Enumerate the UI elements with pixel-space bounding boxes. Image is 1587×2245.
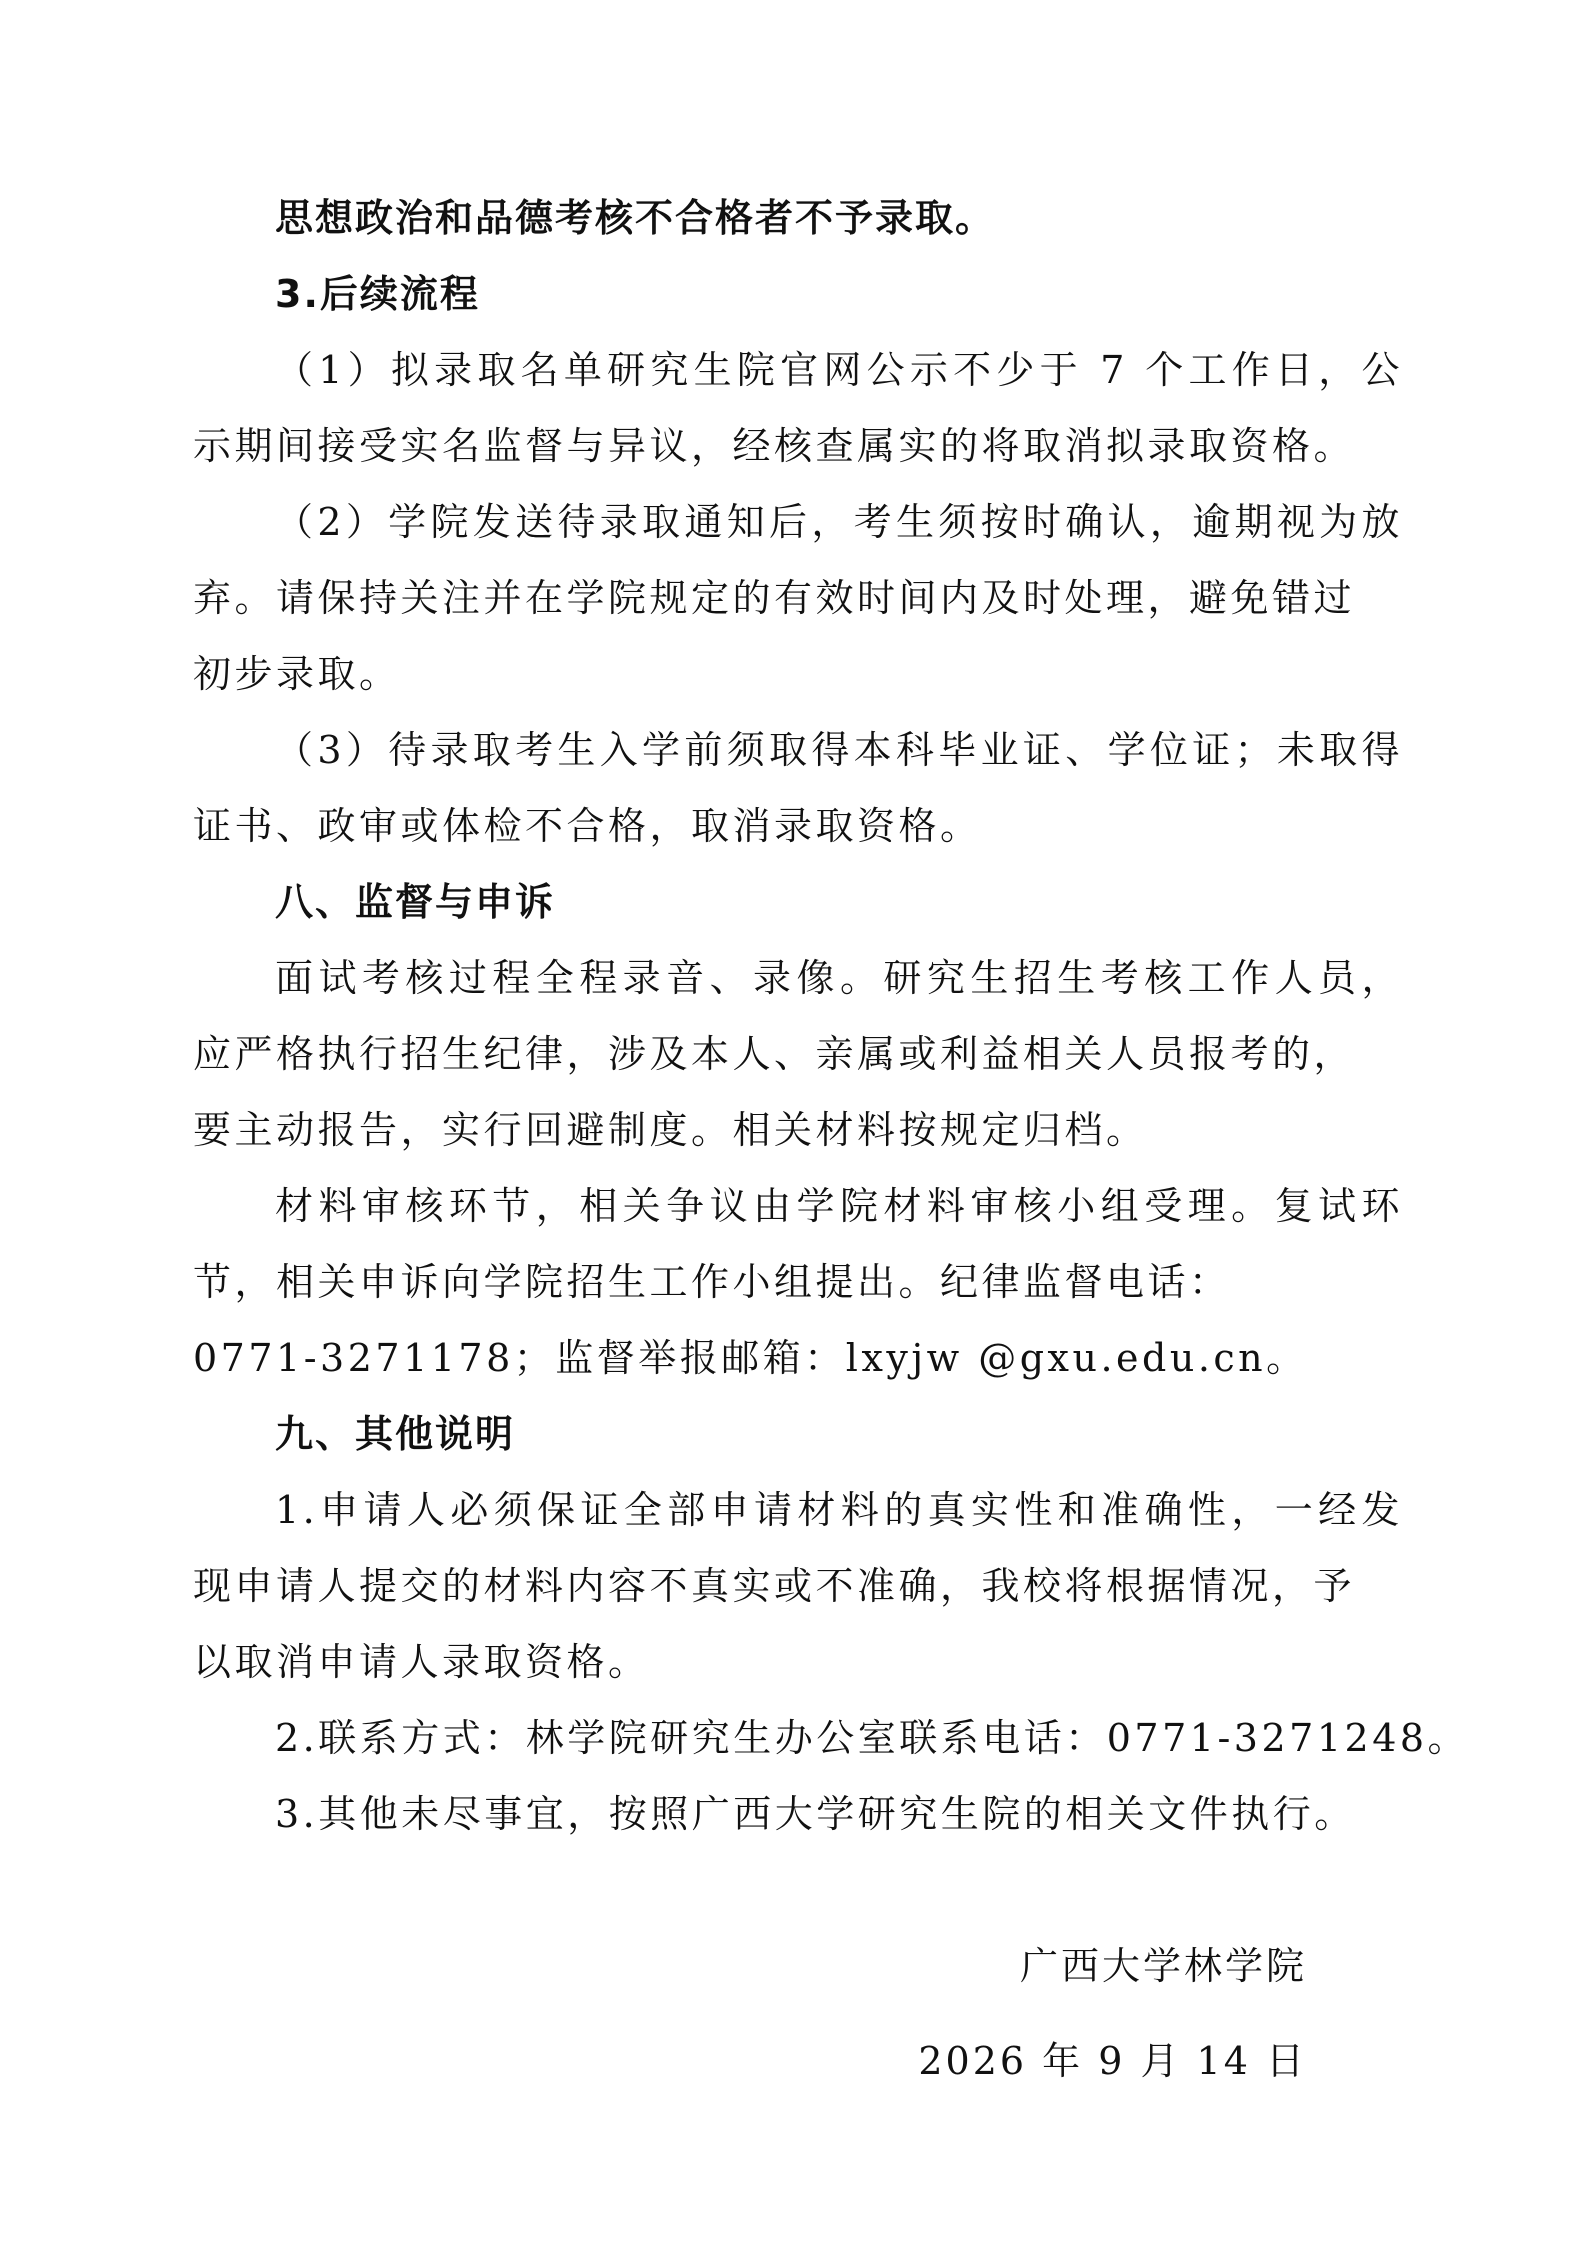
section-heading: 八、监督与申诉 (275, 880, 556, 924)
paragraph-line: （3）待录取考生入学前须取得本科毕业证、学位证；未取得 (275, 728, 1403, 772)
paragraph-line: （2）学院发送待录取通知后，考生须按时确认，逾期视为放 (275, 500, 1403, 544)
paragraph-line: 2.联系方式：林学院研究生办公室联系电话：0771-3271248。 (275, 1716, 1470, 1760)
paragraph-line: 0771-3271178；监督举报邮箱：lxyjw @gxu.edu.cn。 (193, 1336, 1308, 1380)
paragraph-line: 节，相关申诉向学院招生工作小组提出。纪律监督电话： (193, 1260, 1231, 1304)
paragraph-line: 弃。请保持关注并在学院规定的有效时间内及时处理，避免错过 (193, 576, 1356, 620)
paragraph-line: 示期间接受实名监督与异议，经核查属实的将取消拟录取资格。 (193, 424, 1356, 468)
paragraph-line: 要主动报告，实行回避制度。相关材料按规定归档。 (193, 1108, 1148, 1152)
paragraph-line: （1）拟录取名单研究生院官网公示不少于 7 个工作日，公 (275, 348, 1403, 392)
paragraph-line: 初步录取。 (193, 652, 401, 696)
paragraph-line: 3.其他未尽事宜，按照广西大学研究生院的相关文件执行。 (275, 1792, 1356, 1836)
paragraph-line: 应严格执行招生纪律，涉及本人、亲属或利益相关人员报考的， (193, 1032, 1356, 1076)
paragraph-line: 现申请人提交的材料内容不真实或不准确，我校将根据情况，予 (193, 1564, 1356, 1608)
signature-date: 2026 年 9 月 14 日 (918, 2039, 1307, 2083)
document-body (193, 180, 1470, 1852)
paragraph-line: 证书、政审或体检不合格，取消录取资格。 (193, 804, 982, 848)
paragraph-line: 面试考核过程全程录音、录像。研究生招生考核工作人员， (275, 956, 1403, 1000)
section-heading: 3.后续流程 (275, 272, 480, 316)
signature-organization: 广西大学林学院 (1019, 1944, 1307, 1988)
paragraph-line: 材料审核环节，相关争议由学院材料审核小组受理。复试环 (275, 1184, 1403, 1228)
section-heading: 九、其他说明 (275, 1412, 516, 1456)
paragraph-line: 思想政治和品德考核不合格者不予录取。 (275, 196, 996, 240)
paragraph-line: 以取消申请人录取资格。 (193, 1640, 650, 1684)
paragraph-line: 1.申请人必须保证全部申请材料的真实性和准确性，一经发 (275, 1488, 1403, 1532)
